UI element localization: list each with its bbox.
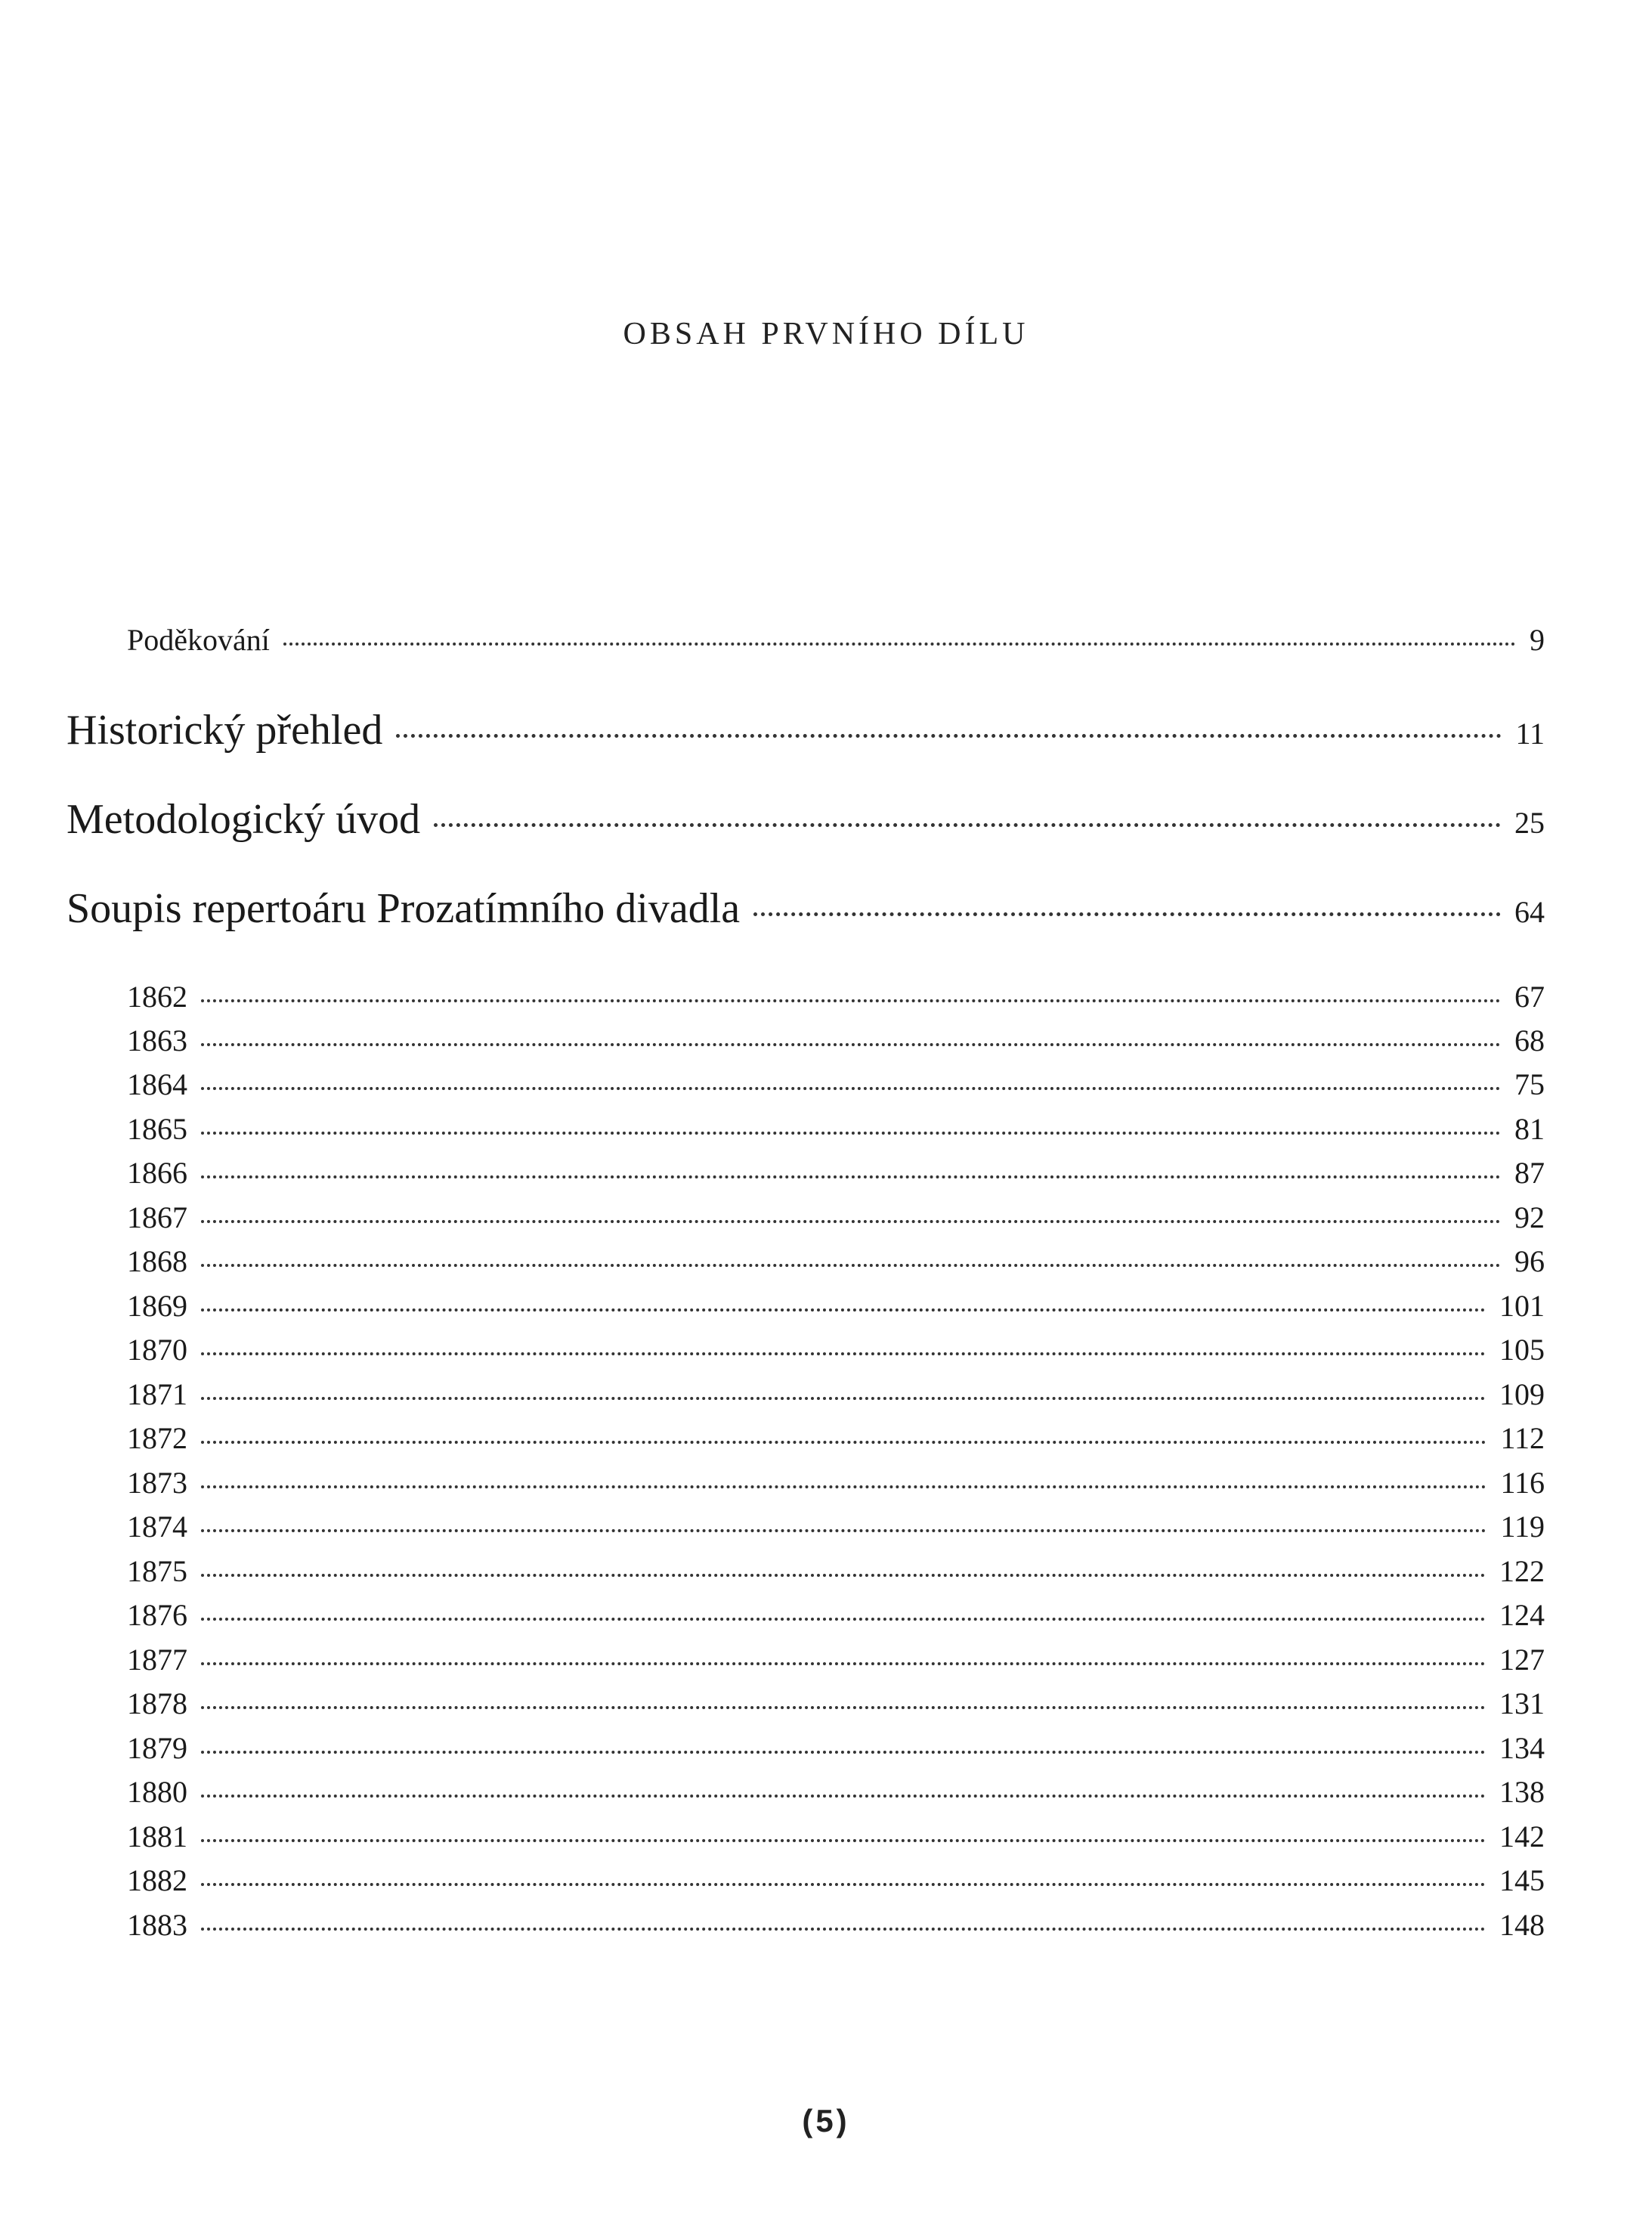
toc-entry-page: 112 xyxy=(1500,1421,1545,1455)
toc-entry-year[interactable] xyxy=(127,1816,1545,1856)
toc-entry-label: 1876 xyxy=(127,1598,187,1632)
toc-entry-page: 105 xyxy=(1499,1333,1545,1367)
toc-entry-page: 11 xyxy=(1515,717,1545,751)
toc-entry-year[interactable] xyxy=(127,1374,1545,1414)
toc-entry-page: 92 xyxy=(1514,1200,1545,1234)
leader-dots xyxy=(201,1374,1486,1404)
toc-entry-page: 116 xyxy=(1500,1466,1545,1500)
toc-entry-label: 1878 xyxy=(127,1686,187,1720)
leader-dots xyxy=(396,701,1502,744)
toc-entry-label: Metodologický úvod xyxy=(67,796,421,843)
toc-entry-year[interactable] xyxy=(127,1153,1545,1192)
toc-entry-label: 1868 xyxy=(127,1244,187,1278)
toc-entry-page: 68 xyxy=(1514,1023,1545,1058)
leader-dots xyxy=(201,1064,1501,1095)
leader-dots xyxy=(201,1418,1486,1448)
toc-entry-label: 1862 xyxy=(127,980,187,1014)
toc-entry-page: 134 xyxy=(1499,1731,1545,1765)
toc-entry-repertoire[interactable] xyxy=(67,880,1545,933)
toc-entry-label: 1866 xyxy=(127,1156,187,1190)
leader-dots xyxy=(201,1020,1501,1051)
toc-entry-year[interactable] xyxy=(127,977,1545,1016)
leader-dots xyxy=(201,1109,1501,1139)
toc-entry-year[interactable] xyxy=(127,1595,1545,1634)
page-title: OBSAH PRVNÍHO DÍLU xyxy=(623,317,1029,351)
toc-entry-label: 1872 xyxy=(127,1421,187,1455)
toc-entry-year[interactable] xyxy=(127,1330,1545,1369)
toc-entry-label: 1873 xyxy=(127,1466,187,1500)
leader-dots xyxy=(434,791,1501,833)
toc-entry-page: 119 xyxy=(1500,1510,1545,1544)
toc-entry-page: 75 xyxy=(1514,1067,1545,1101)
toc-entry-acknowledgements[interactable] xyxy=(127,620,1545,658)
toc-entry-year[interactable] xyxy=(127,1463,1545,1502)
leader-dots xyxy=(201,1330,1486,1360)
toc-entry-page: 148 xyxy=(1499,1908,1545,1942)
toc-entry-label: 1871 xyxy=(127,1377,187,1411)
toc-entry-page: 142 xyxy=(1499,1819,1545,1853)
leader-dots xyxy=(201,1507,1486,1537)
toc-entry-year[interactable] xyxy=(127,1728,1545,1767)
toc-entry-year[interactable] xyxy=(127,1197,1545,1237)
toc-entry-year[interactable] xyxy=(127,1241,1545,1281)
toc-entry-page: 64 xyxy=(1514,895,1545,929)
toc-entry-year[interactable] xyxy=(127,1551,1545,1590)
toc-entry-label: Soupis repertoáru Prozatímního divadla xyxy=(67,885,741,932)
toc-entry-label: 1879 xyxy=(127,1731,187,1765)
toc-entry-year[interactable] xyxy=(127,1772,1545,1811)
toc-entry-label: 1865 xyxy=(127,1112,187,1146)
toc-entry-year[interactable] xyxy=(127,1286,1545,1325)
leader-dots xyxy=(201,1905,1486,1935)
leader-dots xyxy=(201,1860,1486,1891)
toc-entry-label: 1881 xyxy=(127,1819,187,1853)
leader-dots xyxy=(201,1463,1486,1493)
leader-dots xyxy=(283,620,1516,650)
toc-entry-label: 1870 xyxy=(127,1333,187,1367)
leader-dots xyxy=(201,1595,1486,1625)
toc-entry-page: 87 xyxy=(1514,1156,1545,1190)
leader-dots xyxy=(201,1683,1486,1714)
toc-entry-historical-overview[interactable] xyxy=(67,701,1545,754)
toc-entry-year[interactable] xyxy=(127,1860,1545,1900)
toc-entry-page: 131 xyxy=(1499,1686,1545,1720)
leader-dots xyxy=(201,1286,1486,1316)
leader-dots xyxy=(201,1241,1501,1271)
leader-dots xyxy=(201,1551,1486,1581)
toc-entry-label: 1863 xyxy=(127,1023,187,1058)
toc-entry-label: 1882 xyxy=(127,1863,187,1897)
toc-entry-label: Historický přehled xyxy=(67,707,383,754)
toc-entry-label: 1874 xyxy=(127,1510,187,1544)
toc-entry-page: 81 xyxy=(1514,1112,1545,1146)
toc-entry-label: 1875 xyxy=(127,1554,187,1588)
toc-entry-page: 122 xyxy=(1499,1554,1545,1588)
page-number: (5) xyxy=(802,2103,850,2138)
leader-dots xyxy=(201,1728,1486,1758)
toc-entry-year[interactable] xyxy=(127,1109,1545,1148)
toc-entry-label: 1880 xyxy=(127,1775,187,1809)
toc-entry-year[interactable] xyxy=(127,1020,1545,1060)
toc-entry-year[interactable] xyxy=(127,1064,1545,1104)
leader-dots xyxy=(201,1816,1486,1847)
toc-entry-label: 1877 xyxy=(127,1643,187,1677)
leader-dots xyxy=(201,1640,1486,1670)
toc-entry-page: 96 xyxy=(1514,1244,1545,1278)
toc-entry-page: 138 xyxy=(1499,1775,1545,1809)
leader-dots xyxy=(201,977,1501,1007)
toc-entry-page: 109 xyxy=(1499,1377,1545,1411)
toc-entry-label: 1864 xyxy=(127,1067,187,1101)
toc-entry-label: 1867 xyxy=(127,1200,187,1234)
toc-entry-year[interactable] xyxy=(127,1418,1545,1457)
toc-entry-year[interactable] xyxy=(127,1640,1545,1679)
toc-entry-methodology[interactable] xyxy=(67,791,1545,844)
toc-entry-year[interactable] xyxy=(127,1905,1545,1944)
toc-entry-page: 25 xyxy=(1514,806,1545,840)
toc-entry-year[interactable] xyxy=(127,1683,1545,1723)
toc-entry-year[interactable] xyxy=(127,1507,1545,1546)
leader-dots xyxy=(753,880,1501,922)
toc-entry-page: 124 xyxy=(1499,1598,1545,1632)
toc-entry-page: 67 xyxy=(1514,980,1545,1014)
toc-entry-page: 127 xyxy=(1499,1643,1545,1677)
toc-entry-label: Poděkování xyxy=(127,623,270,657)
toc-entry-page: 9 xyxy=(1530,623,1545,657)
toc-entry-label: 1883 xyxy=(127,1908,187,1942)
leader-dots xyxy=(201,1197,1501,1228)
leader-dots xyxy=(201,1153,1501,1183)
leader-dots xyxy=(201,1772,1486,1802)
toc-entry-page: 145 xyxy=(1499,1863,1545,1897)
toc-entry-label: 1869 xyxy=(127,1289,187,1323)
toc-entry-page: 101 xyxy=(1499,1289,1545,1323)
